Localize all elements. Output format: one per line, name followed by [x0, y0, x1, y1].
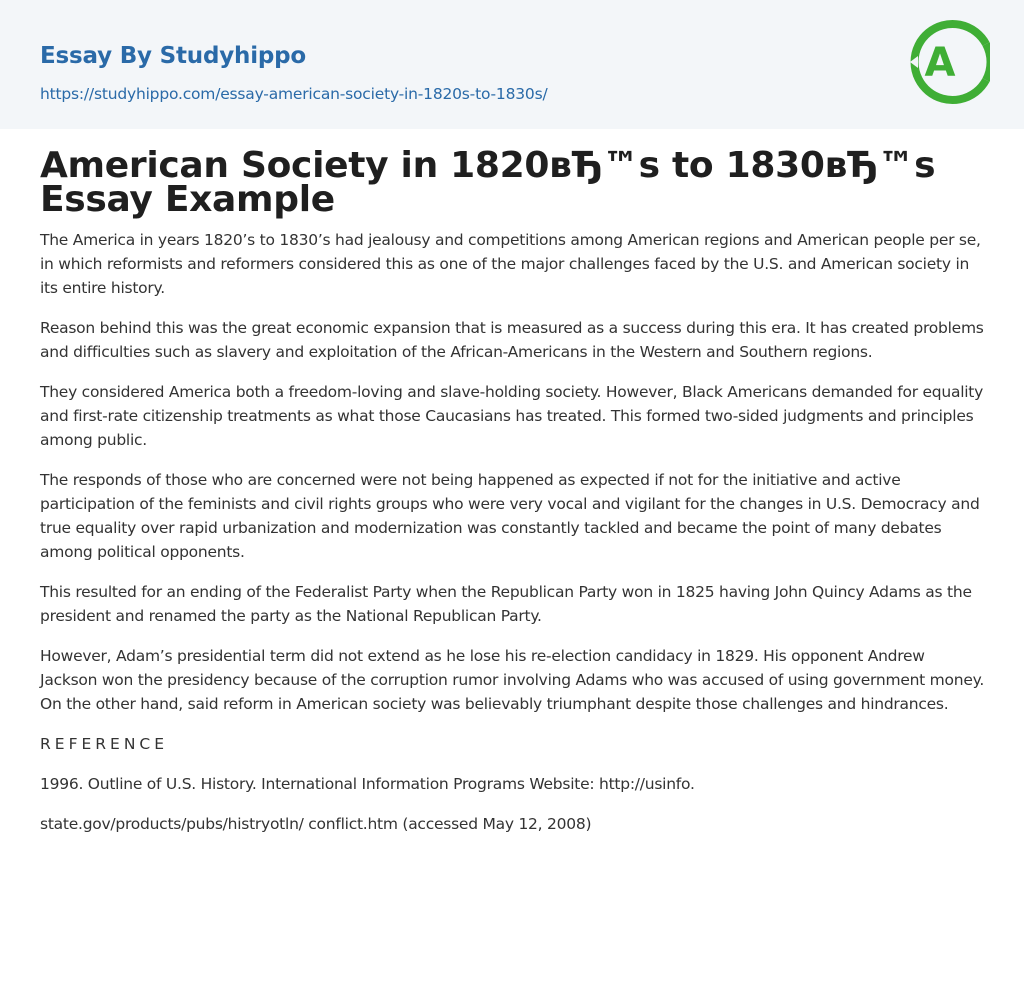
reference-item: 1996. Outline of U.S. History. International Information Programs Website: http://usinfo.: [40, 775, 695, 793]
site-header: [0, 0, 1024, 129]
reference-item: state.gov/products/pubs/histryotln/ conflict.htm (accessed May 12, 2008): [40, 815, 592, 833]
paragraph: However, Adam’s presidential term did not extend as he lose his re-election candidacy in 1829. His opponent Andrew Jackson won the presidency because of the corruption rumor involving Adams who was accused of using government money. On the other hand, said reform in American society was believably triumphant despite those challenges and hindrances.: [40, 647, 985, 713]
site-title[interactable]: Essay By Studyhippo: [40, 43, 307, 69]
paragraph: The responds of those who are concerned were not being happened as expected if not for the initiative and active participation of the feminists and civil rights groups who were very vocal and vigilant for the changes in U.S. Democracy and true equality over rapid urbanization and modernization was constantly tackled and became the point of many debates among political opponents.: [40, 471, 980, 561]
reference-heading: REFERENCE: [40, 735, 169, 753]
paragraph: Reason behind this was the great economic expansion that is measured as a success during this era. It has created problems and difficulties such as slavery and exploitation of the African-Americans in the Western and Southern regions.: [40, 319, 984, 361]
article: [40, 145, 985, 836]
page-title: American Society in 1820вЂ™s to 1830вЂ™s Essay Example: [40, 145, 936, 220]
paragraph: This resulted for an ending of the Federalist Party when the Republican Party won in 1825 having John Quincy Adams as the president and renamed the party as the National Republican Party.: [40, 583, 972, 625]
logo-letter: A: [924, 40, 956, 86]
paragraph: They considered America both a freedom-loving and slave-holding society. However, Black Americans demanded for equality and first-rate citizenship treatments as what those Caucasians has treated. This formed two-sided judgments and principles among public.: [40, 383, 984, 449]
logo-icon: [910, 16, 990, 108]
paragraph: The America in years 1820’s to 1830’s had jealousy and competitions among American regions and American people per se, in which reformists and reformers considered this as one of the major challenges faced by the U.S. and American society in its entire history.: [40, 231, 981, 297]
source-url-link[interactable]: https://studyhippo.com/essay-american-society-in-1820s-to-1830s/: [40, 85, 548, 103]
